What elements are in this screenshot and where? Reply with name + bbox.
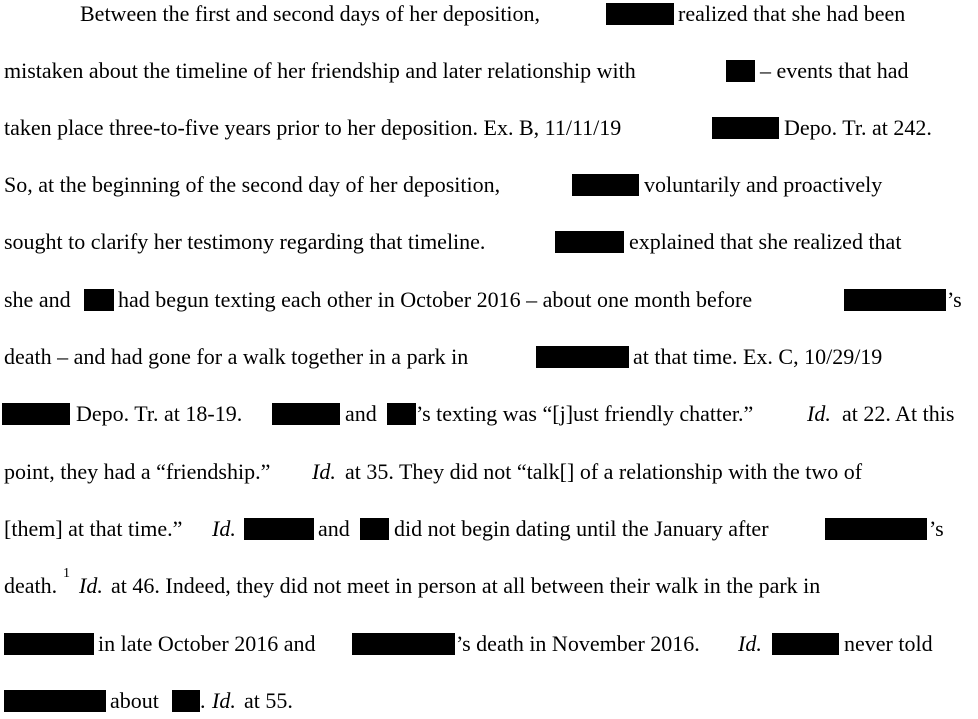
text-line xyxy=(0,0,978,40)
text-line xyxy=(0,228,978,268)
text-segment: realized that she had been xyxy=(678,1,906,26)
text-segment: death – and had gone for a walk together in a park in xyxy=(4,344,469,369)
text-segment: voluntarily and proactively xyxy=(644,172,883,197)
redaction-box xyxy=(536,346,629,368)
redaction-box xyxy=(4,633,94,655)
text-segment: at 35. They did not “talk[] of a relationship with the two of xyxy=(345,459,863,484)
text-line xyxy=(0,114,978,154)
text-segment: Between the first and second days of her deposition, xyxy=(80,1,541,26)
text-line xyxy=(0,687,978,719)
citation-id: Id. xyxy=(807,401,831,426)
citation-id: Id. xyxy=(79,573,103,598)
text-segment: Depo. Tr. at 18-19. xyxy=(76,401,243,426)
text-line xyxy=(0,630,978,670)
text-segment: at 55. xyxy=(244,688,293,713)
redaction-box xyxy=(352,633,455,655)
text-segment: never told xyxy=(844,631,933,656)
redaction-box xyxy=(272,403,340,425)
text-segment: ’s xyxy=(947,287,962,312)
text-segment: mistaken about the timeline of her friendship and later relationship with xyxy=(4,58,636,83)
text-segment: did not begin dating until the January after xyxy=(394,516,769,541)
text-segment: at that time. Ex. C, 10/29/19 xyxy=(633,344,883,369)
redaction-box xyxy=(844,289,946,311)
redaction-box xyxy=(387,403,416,425)
text-segment: about xyxy=(110,688,159,713)
citation-id: Id. xyxy=(212,688,236,713)
text-segment: and xyxy=(345,401,377,426)
text-segment: point, they had a “friendship.” xyxy=(4,459,271,484)
citation-id: Id. xyxy=(312,459,336,484)
text-segment: So, at the beginning of the second day of her deposition, xyxy=(4,172,501,197)
text-segment: ’s xyxy=(929,516,944,541)
text-segment: taken place three-to-five years prior to her deposition. Ex. B, 11/11/19 xyxy=(4,115,622,140)
text-line xyxy=(0,57,978,97)
text-segment: had begun texting each other in October 2016 – about one month before xyxy=(118,287,753,312)
citation-id: Id. xyxy=(212,516,236,541)
text-segment: sought to clarify her testimony regarding that timeline. xyxy=(4,229,486,254)
text-segment: in late October 2016 and xyxy=(98,631,316,656)
redaction-box xyxy=(825,518,927,540)
text-segment: she and xyxy=(4,287,71,312)
text-segment: death. xyxy=(4,573,58,598)
redaction-box xyxy=(360,518,389,540)
redaction-box xyxy=(172,690,200,712)
text-line xyxy=(0,515,978,555)
redaction-box xyxy=(2,403,70,425)
redaction-box xyxy=(555,231,624,253)
text-line xyxy=(0,566,978,612)
redaction-box xyxy=(606,3,674,25)
text-segment: – events that had xyxy=(760,58,909,83)
redaction-box xyxy=(84,289,114,311)
text-segment: . xyxy=(200,688,206,713)
text-line xyxy=(0,458,978,498)
text-line xyxy=(0,286,978,326)
text-segment: ’s texting was “[j]ust friendly chatter.” xyxy=(416,401,754,426)
text-segment: at 22. At this xyxy=(842,401,955,426)
text-segment: at 46. Indeed, they did not meet in person at all between their walk in the park in xyxy=(111,573,821,598)
text-line xyxy=(0,171,978,211)
text-segment: and xyxy=(318,516,350,541)
redaction-box xyxy=(726,60,755,82)
redaction-box xyxy=(572,174,639,196)
redaction-box xyxy=(712,117,779,139)
redaction-box xyxy=(4,690,106,712)
text-segment: explained that she realized that xyxy=(629,229,902,254)
text-line xyxy=(0,400,978,440)
text-segment: Depo. Tr. at 242. xyxy=(784,115,932,140)
text-line xyxy=(0,343,978,383)
text-segment: [them] at that time.” xyxy=(4,516,183,541)
citation-id: Id. xyxy=(738,631,762,656)
text-segment: ’s death in November 2016. xyxy=(456,631,700,656)
redaction-box xyxy=(244,518,314,540)
footnote-marker[interactable]: 1 xyxy=(63,566,70,581)
redaction-box xyxy=(772,633,839,655)
